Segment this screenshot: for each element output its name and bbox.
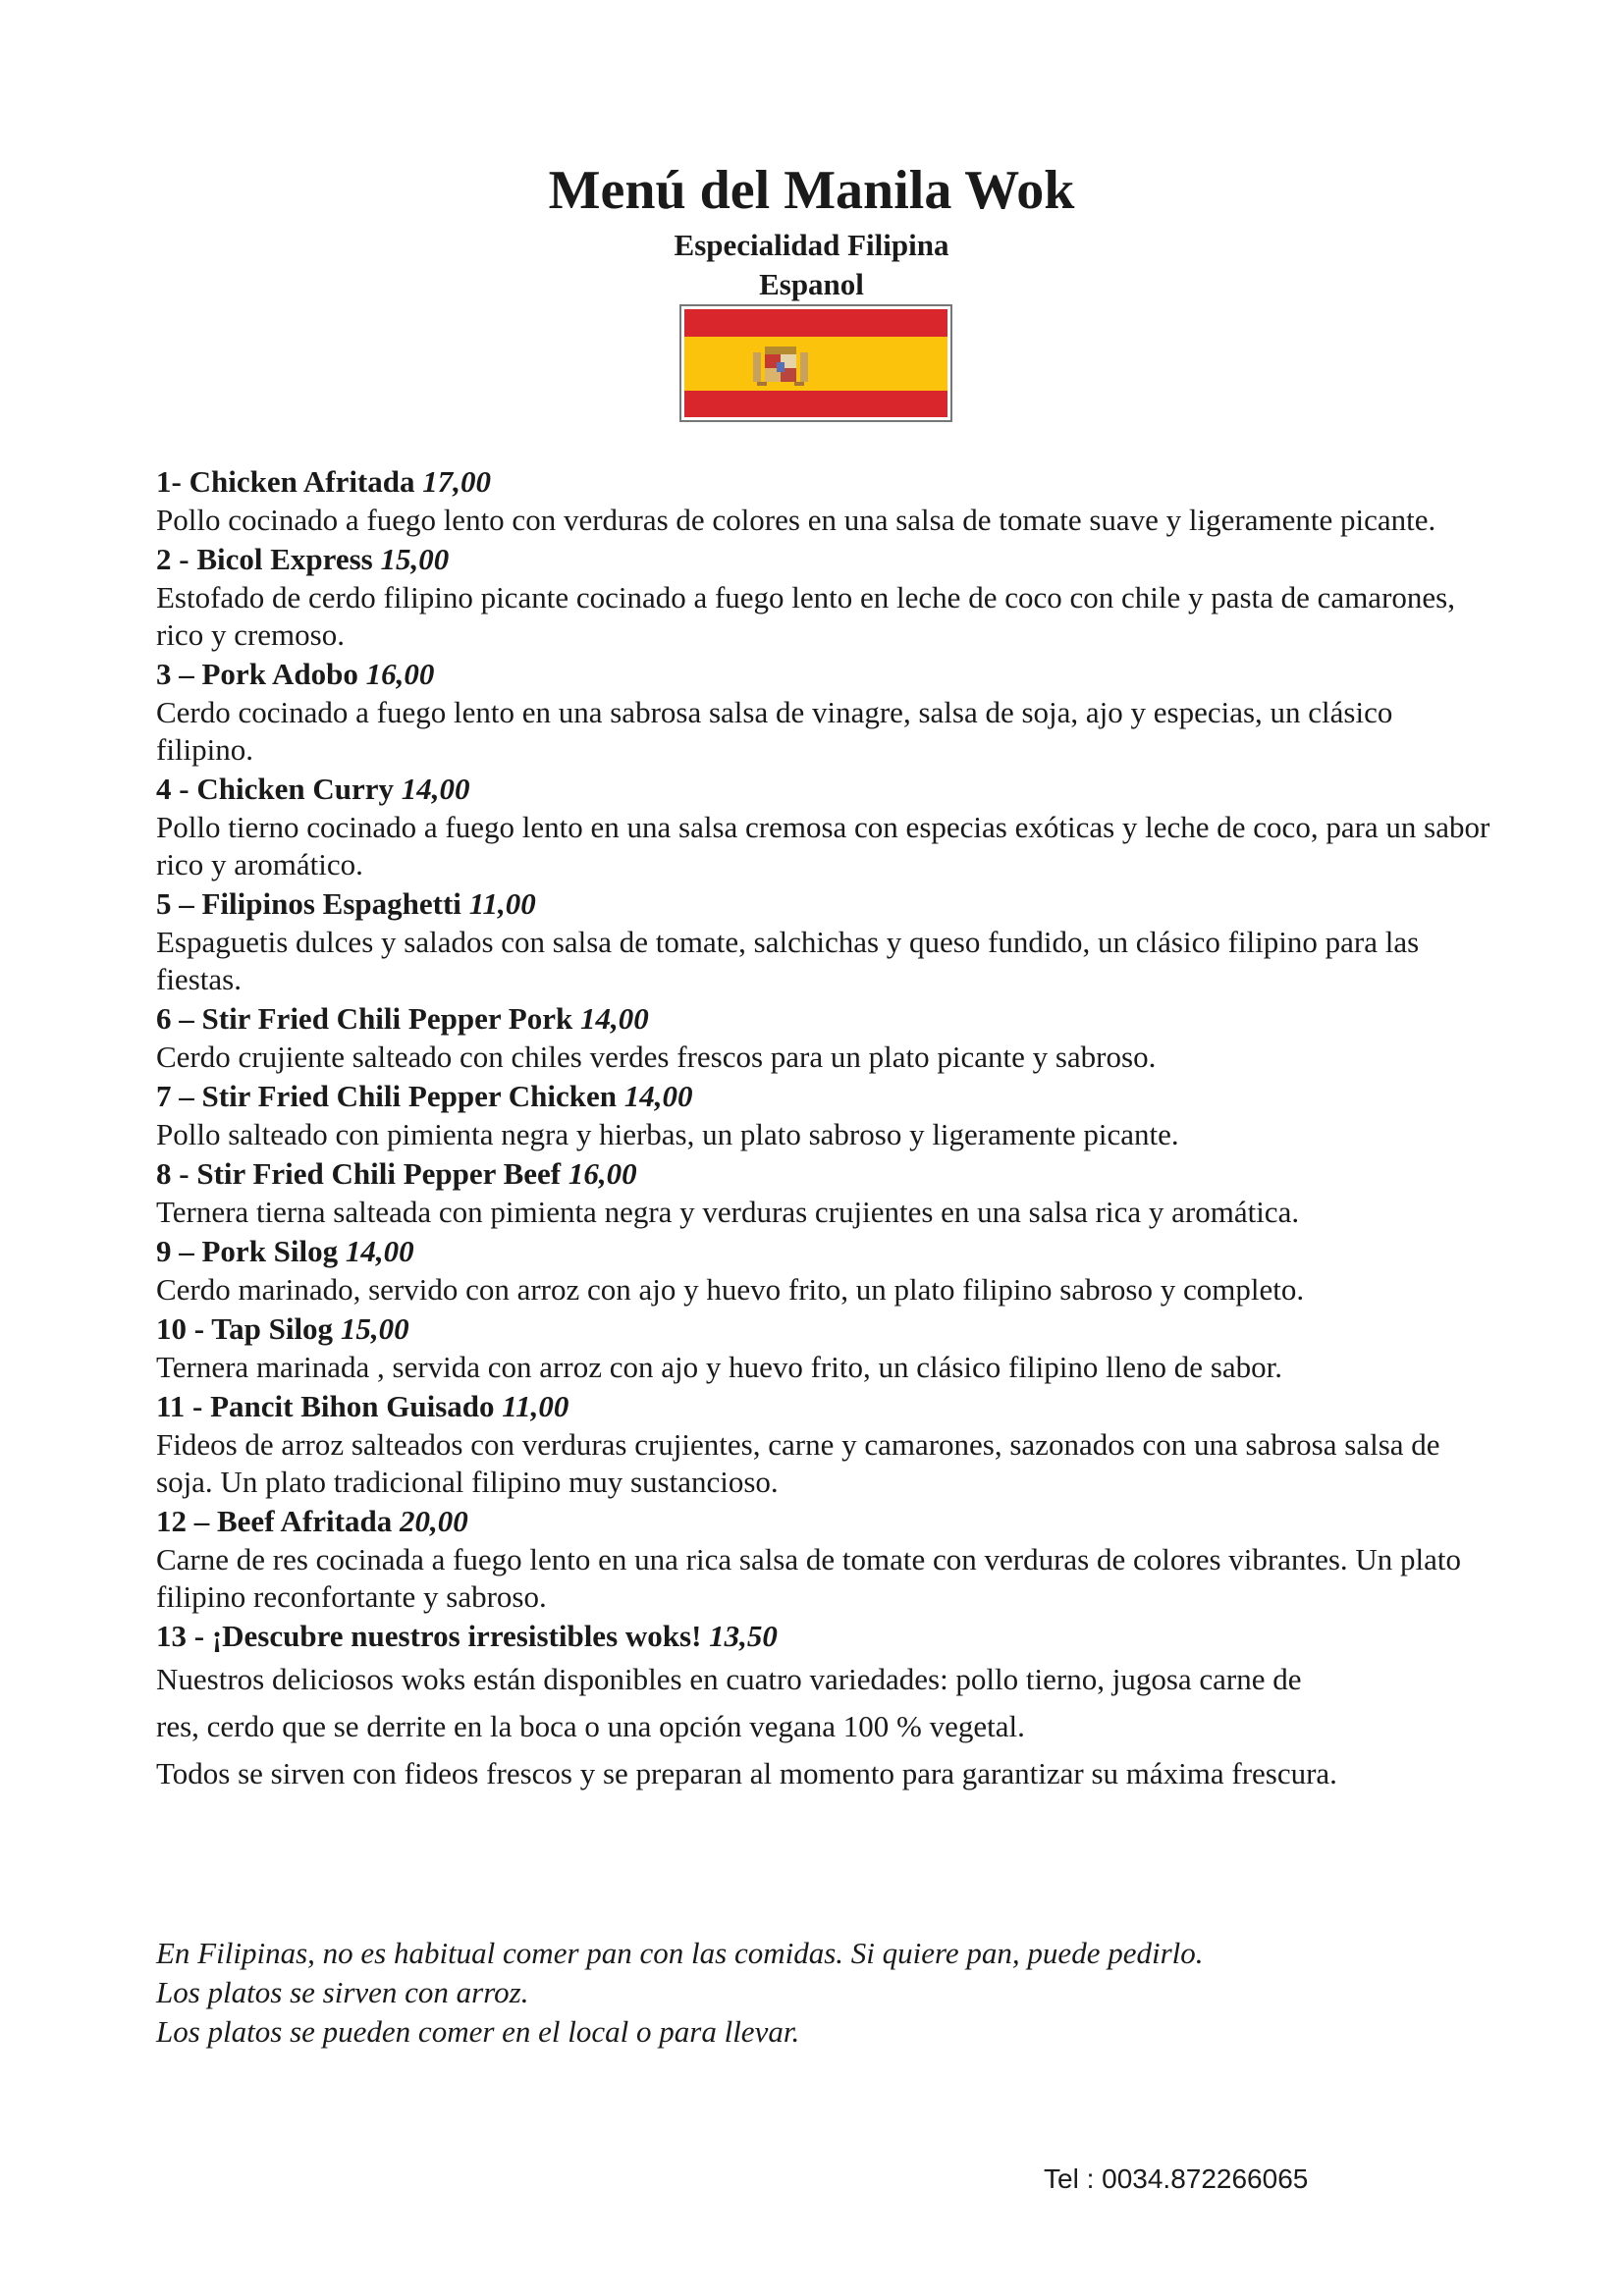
note-line: En Filipinas, no es habitual comer pan con las comidas. Si quiere pan, puede pedirlo. bbox=[156, 1936, 1204, 1970]
menu-item bbox=[156, 1153, 1491, 1231]
note-line: Los platos se sirven con arroz. bbox=[156, 1975, 529, 2009]
menu-item-heading bbox=[156, 883, 1491, 924]
menu-item bbox=[156, 1501, 1491, 1616]
menu-item-heading bbox=[156, 998, 1491, 1039]
menu-item-heading bbox=[156, 1501, 1491, 1541]
menu-item-name: 3 – Pork Adobo bbox=[156, 657, 366, 691]
menu-item bbox=[156, 654, 1491, 769]
menu-item bbox=[156, 1231, 1491, 1308]
menu-item-heading bbox=[156, 654, 1491, 694]
menu-item-price: 14,00 bbox=[579, 1001, 649, 1036]
menu-header bbox=[0, 155, 1623, 304]
menu-item-description: Ternera tierna salteada con pimienta negra y verduras crujientes en una salsa rica y aromática. bbox=[156, 1195, 1300, 1229]
language-label: Espanol bbox=[759, 267, 864, 301]
menu-item-price: 14,00 bbox=[401, 772, 470, 806]
menu-item bbox=[156, 1616, 1491, 1797]
menu-item-price: 15,00 bbox=[380, 542, 450, 576]
menu-list bbox=[156, 461, 1491, 1797]
menu-item-name: 8 - Stir Fried Chili Pepper Beef bbox=[156, 1156, 568, 1191]
menu-item-description: Pollo cocinado a fuego lento con verduras de colores en una salsa de tomate suave y ligeramente picante. bbox=[156, 503, 1436, 537]
menu-item bbox=[156, 1076, 1491, 1153]
note-line: Los platos se pueden comer en el local o para llevar. bbox=[156, 2014, 800, 2049]
menu-item bbox=[156, 1308, 1491, 1386]
menu-item-price: 15,00 bbox=[340, 1311, 409, 1346]
menu-item-description-line: Nuestros deliciosos woks están disponibles en cuatro variedades: pollo tierno, jugosa carne de bbox=[156, 1662, 1302, 1696]
menu-item-price: 14,00 bbox=[623, 1079, 693, 1113]
menu-item-description: Pollo salteado con pimienta negra y hierbas, un plato sabroso y ligeramente picante. bbox=[156, 1117, 1179, 1151]
menu-item-heading bbox=[156, 461, 1491, 502]
menu-item-description: Fideos de arroz salteados con verduras crujientes, carne y camarones, sazonados con una sabrosa salsa de soja. Un plato tradicional filipino muy sustancioso. bbox=[156, 1427, 1440, 1499]
menu-item-heading bbox=[156, 1076, 1491, 1116]
menu-item-name: 4 - Chicken Curry bbox=[156, 772, 402, 806]
menu-item-name: 10 - Tap Silog bbox=[156, 1311, 341, 1346]
menu-item-description-line: res, cerdo que se derrite en la boca o una opción vegana 100 % vegetal. bbox=[156, 1709, 1025, 1743]
flag-stripe-bottom bbox=[684, 391, 947, 418]
menu-item-heading bbox=[156, 539, 1491, 579]
menu-item-name: 12 – Beef Afritada bbox=[156, 1504, 400, 1538]
menu-item-name: 7 – Stir Fried Chili Pepper Chicken bbox=[156, 1079, 624, 1113]
menu-item-heading bbox=[156, 769, 1491, 809]
menu-item bbox=[156, 539, 1491, 654]
menu-item-description: Cerdo cocinado a fuego lento en una sabrosa salsa de vinagre, salsa de soja, ajo y especias, un clásico filipino. bbox=[156, 695, 1393, 767]
menu-item-description: Espaguetis dulces y salados con salsa de tomate, salchichas y queso fundido, un clásico filipino para las fiestas. bbox=[156, 925, 1420, 996]
menu-item-price: 17,00 bbox=[422, 464, 491, 499]
menu-item-name: 5 – Filipinos Espaghetti bbox=[156, 886, 469, 921]
menu-item-description: Carne de res cocinada a fuego lento en una rica salsa de tomate con verduras de colores vibrantes. Un plato filipino reconfortante y sabroso. bbox=[156, 1542, 1462, 1614]
menu-notes bbox=[156, 1934, 1491, 2052]
menu-item-description: Ternera marinada , servida con arroz con ajo y huevo frito, un clásico filipino lleno de sabor. bbox=[156, 1350, 1282, 1384]
menu-item bbox=[156, 1386, 1491, 1501]
menu-item-description: Pollo tierno cocinado a fuego lento en una salsa cremosa con especias exóticas y leche de coco, para un sabor rico y aromático. bbox=[156, 810, 1490, 881]
flag-stripe-middle bbox=[684, 337, 947, 391]
flag-stripe-top bbox=[684, 309, 947, 337]
menu-item-price: 13,50 bbox=[709, 1619, 778, 1653]
telephone-number: Tel : 0034.872266065 bbox=[1044, 2163, 1309, 2194]
menu-item-price: 14,00 bbox=[345, 1234, 414, 1268]
menu-item-price: 16,00 bbox=[365, 657, 435, 691]
menu-item-heading bbox=[156, 1308, 1491, 1349]
spain-flag-icon bbox=[679, 304, 952, 422]
menu-item-heading bbox=[156, 1386, 1491, 1426]
menu-item-price: 20,00 bbox=[399, 1504, 468, 1538]
menu-item bbox=[156, 883, 1491, 998]
menu-item bbox=[156, 998, 1491, 1076]
menu-item-name: 11 - Pancit Bihon Guisado bbox=[156, 1389, 503, 1423]
menu-item-name: 6 – Stir Fried Chili Pepper Pork bbox=[156, 1001, 580, 1036]
menu-item-price: 11,00 bbox=[502, 1389, 569, 1423]
menu-item-description: Cerdo crujiente salteado con chiles verdes frescos para un plato picante y sabroso. bbox=[156, 1040, 1157, 1074]
menu-item-description: Estofado de cerdo filipino picante cocinado a fuego lento en leche de coco con chile y pasta de camarones, rico y cremoso. bbox=[156, 580, 1455, 652]
menu-item-heading bbox=[156, 1616, 1491, 1656]
menu-item bbox=[156, 461, 1491, 539]
menu-item-name: 13 - ¡Descubre nuestros irresistibles woks! bbox=[156, 1619, 710, 1653]
coat-of-arms-icon bbox=[753, 347, 808, 386]
menu-item-heading bbox=[156, 1231, 1491, 1271]
menu-item-name: 1- Chicken Afritada bbox=[156, 464, 423, 499]
page-title: Menú del Manila Wok bbox=[548, 160, 1075, 221]
menu-item-description-line: Todos se sirven con fideos frescos y se preparan al momento para garantizar su máxima frescura. bbox=[156, 1756, 1337, 1790]
menu-item-name: 9 – Pork Silog bbox=[156, 1234, 346, 1268]
menu-item bbox=[156, 769, 1491, 883]
menu-item-name: 2 - Bicol Express bbox=[156, 542, 381, 576]
menu-item-price: 16,00 bbox=[568, 1156, 637, 1191]
menu-item-heading bbox=[156, 1153, 1491, 1194]
menu-item-description: Cerdo marinado, servido con arroz con ajo y huevo frito, un plato filipino sabroso y completo. bbox=[156, 1272, 1305, 1307]
menu-item-price: 11,00 bbox=[468, 886, 536, 921]
page-subtitle: Especialidad Filipina bbox=[674, 228, 949, 262]
